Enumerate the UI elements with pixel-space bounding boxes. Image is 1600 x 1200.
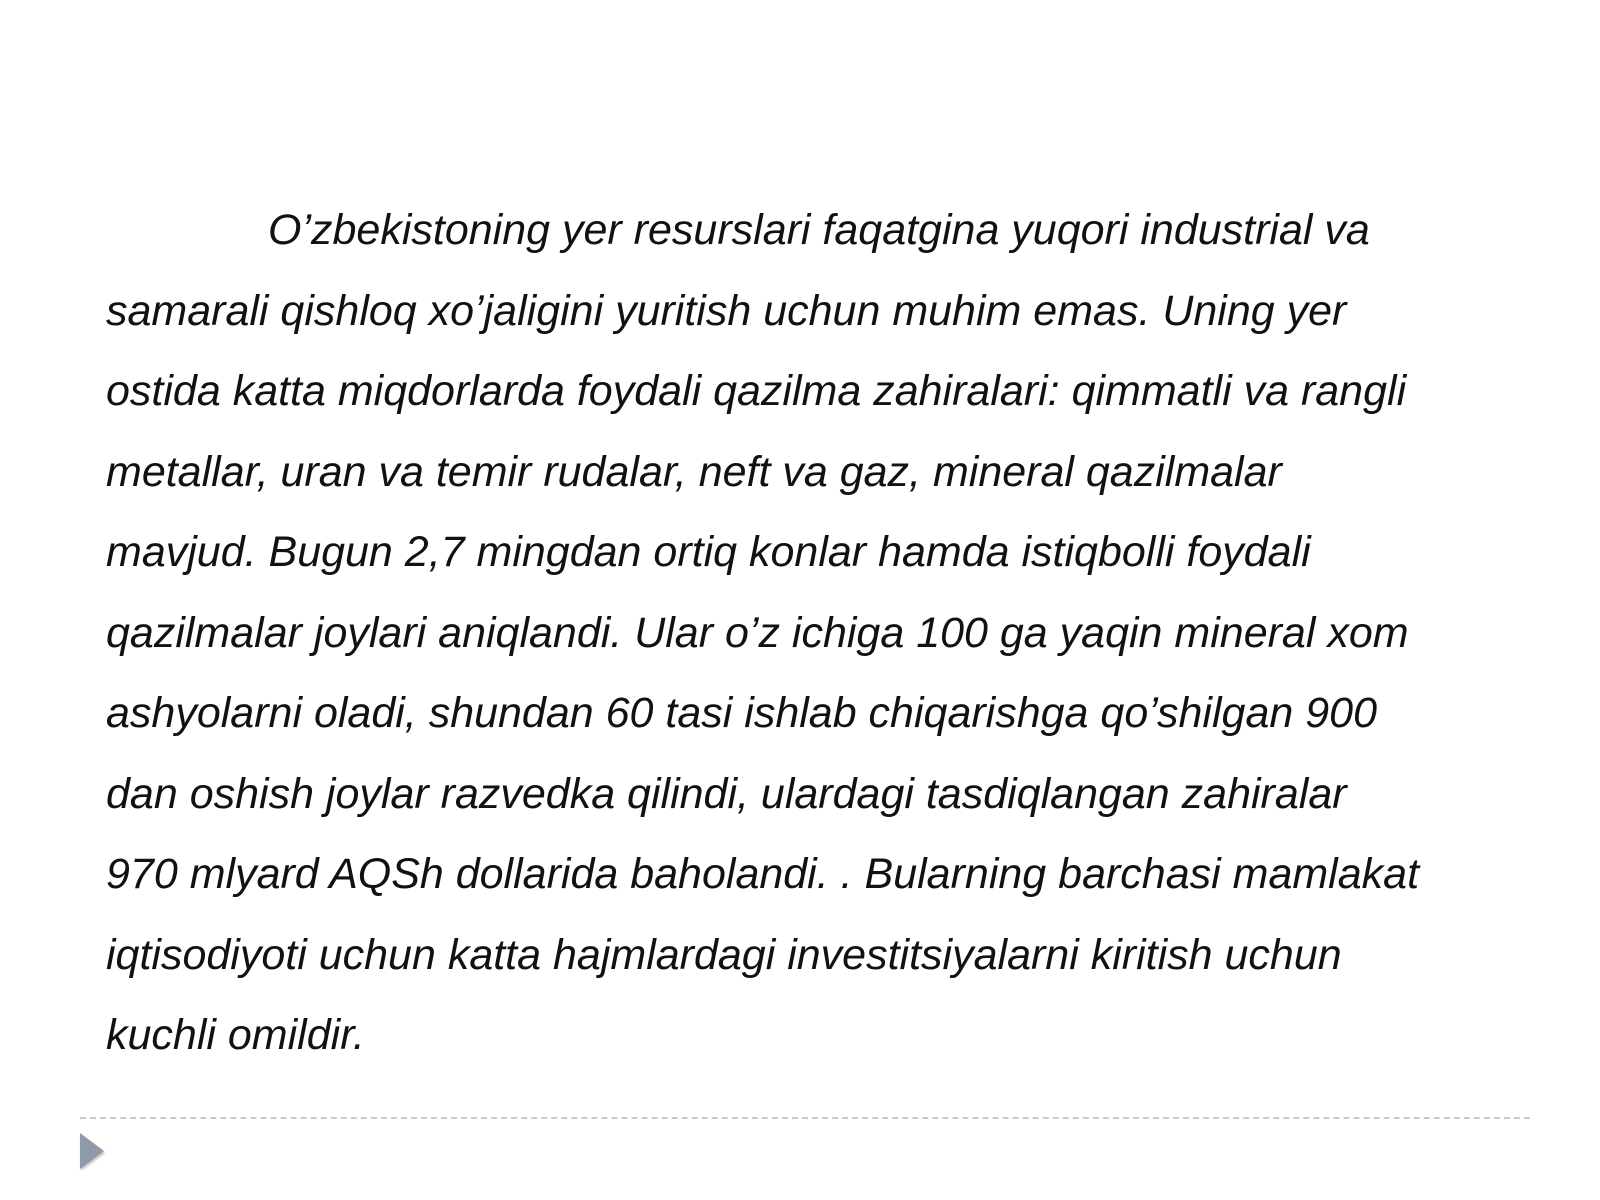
body-line: 970 mlyard AQSh dollarida baholandi. . Bularning barchasi mamlakat — [106, 850, 1420, 898]
body-line: dan oshish joylar razvedka qilindi, ulardagi tasdiqlangan zahiralar — [106, 769, 1347, 818]
body-line: metallar, uran va temir rudalar, neft va gaz, mineral qazilmalar — [106, 447, 1282, 496]
body-line: mavjud. Bugun 2,7 mingdan ortiq konlar hamda istiqbolli foydali — [106, 528, 1311, 576]
body-line: O’zbekistoning yer resurslari faqatgina yuqori industrial va — [268, 206, 1370, 254]
footer-divider — [80, 1117, 1530, 1119]
body-line: samarali qishloq xo’jaligini yuritish uchun muhim emas. Uning yer — [106, 286, 1347, 335]
body-line: kuchli omildir. — [106, 1011, 365, 1059]
body-line: ostida katta miqdorlarda foydali qazilma zahiralari: qimmatli va rangli — [106, 367, 1407, 415]
body-line: qazilmalar joylari aniqlandi. Ular o’z ichiga 100 ga yaqin mineral xom — [106, 608, 1409, 657]
body-line: ashyolarni oladi, shundan 60 tasi ishlab chiqarishga qo’shilgan 900 — [106, 689, 1377, 737]
play-arrow-icon[interactable] — [80, 1133, 104, 1169]
body-paragraph — [106, 190, 1506, 1076]
body-line: iqtisodiyoti uchun katta hajmlardagi investitsiyalarni kiritish uchun — [106, 930, 1342, 979]
